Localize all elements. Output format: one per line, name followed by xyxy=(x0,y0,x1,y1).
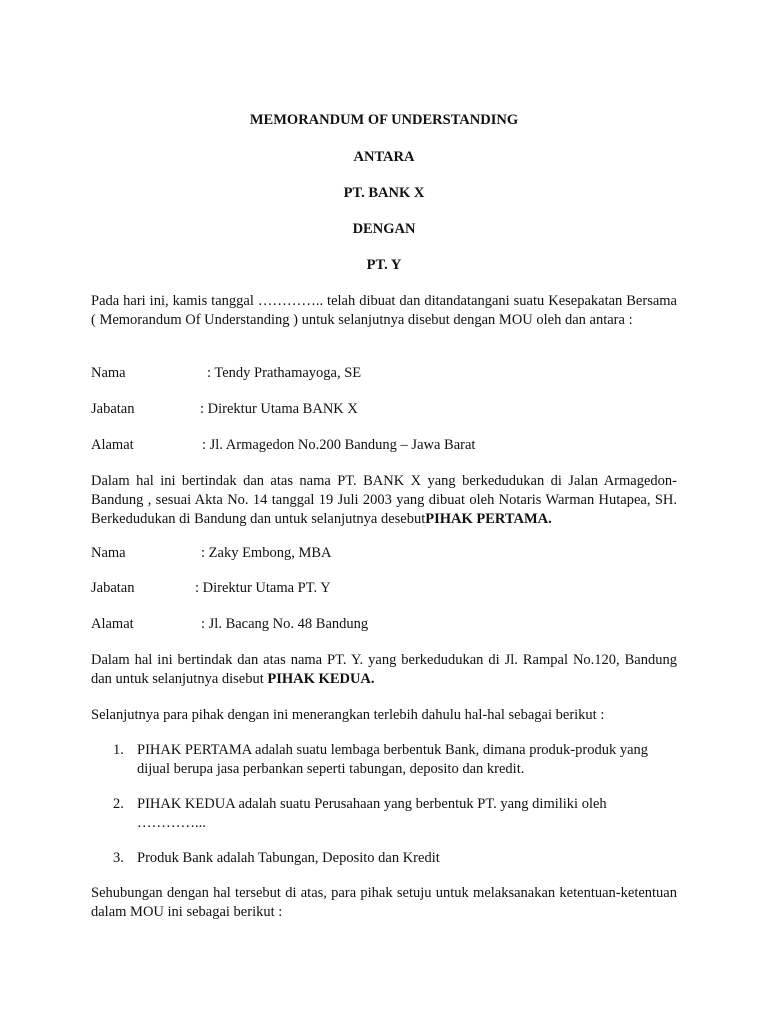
pre-list-paragraph: Selanjutnya para pihak dengan ini menerangkan terlebih dahulu hal-hal sebagai berikut : xyxy=(91,707,605,723)
party1-alamat-row xyxy=(91,436,476,455)
party2-desc-text: Dalam hal ini bertindak dan atas nama PT. Y. yang berkedudukan di Jl. Rampal No.120, Bandung dan untuk selanjutnya disebut xyxy=(91,652,677,687)
party2-desc-bold: PIHAK KEDUA. xyxy=(267,671,375,687)
party2-alamat-label: Alamat xyxy=(91,616,134,632)
title-party-two: PT. Y xyxy=(366,257,402,273)
party2-jabatan-value: : Direktur Utama PT. Y xyxy=(195,580,331,596)
list-text: PIHAK PERTAMA adalah suatu lembaga berbentuk Bank, dimana produk-produk yang dijual berupa jasa perbankan seperti tabungan, deposito dan kredit. xyxy=(137,742,649,777)
document-title: MEMORANDUM OF UNDERSTANDING xyxy=(249,112,519,128)
party2-jabatan-row xyxy=(91,579,331,598)
party2-alamat-value: : Jl. Bacang No. 48 Bandung xyxy=(201,616,369,632)
party2-nama-row xyxy=(91,544,332,563)
party1-desc-bold: PIHAK PERTAMA. xyxy=(425,511,552,527)
party1-description xyxy=(91,472,677,529)
party1-jabatan-label: Jabatan xyxy=(91,401,135,417)
title-party-one: PT. BANK X xyxy=(343,185,425,201)
closing-paragraph: Sehubungan dengan hal tersebut di atas, para pihak setuju untuk melaksanakan ketentuan-ketentuan dalam MOU ini sebagai berikut : xyxy=(91,885,677,920)
title-dengan: DENGAN xyxy=(352,221,416,237)
party1-alamat-label: Alamat xyxy=(91,437,134,453)
party1-jabatan-row xyxy=(91,400,358,419)
party2-jabatan-label: Jabatan xyxy=(91,580,135,596)
title-antara: ANTARA xyxy=(353,149,415,165)
party1-alamat-value: : Jl. Armagedon No.200 Bandung – Jawa Barat xyxy=(202,437,476,453)
party1-nama-value: : Tendy Prathamayoga, SE xyxy=(207,365,362,381)
list-number: 3. xyxy=(113,850,124,866)
party2-nama-label: Nama xyxy=(91,545,126,561)
party2-alamat-row xyxy=(91,615,369,634)
party1-nama-label: Nama xyxy=(91,365,126,381)
list-number: 2. xyxy=(113,796,124,812)
list-text: Produk Bank adalah Tabungan, Deposito dan Kredit xyxy=(137,850,440,866)
party1-desc-text: Dalam hal ini bertindak dan atas nama PT. BANK X yang berkedudukan di Jalan Armagedon-Bandung , sesuai Akta No. 14 tanggal 19 Juli 2003 yang dibuat oleh Notaris Warman Hutapea, SH. Berkedudukan di Bandung dan untuk selanjutnya desebut xyxy=(91,473,677,527)
list-text: PIHAK KEDUA adalah suatu Perusahaan yang berbentuk PT. yang dimiliki oleh …………... xyxy=(137,796,607,831)
intro-paragraph: Pada hari ini, kamis tanggal ………….. telah dibuat dan ditandatangani suatu Kesepakatan Bersama ( Memorandum Of Understanding ) untuk selanjutnya disebut dengan MOU oleh dan antara : xyxy=(91,293,677,328)
party2-description xyxy=(91,651,677,689)
party2-nama-value: : Zaky Embong, MBA xyxy=(201,545,332,561)
party1-nama-row xyxy=(91,364,362,383)
list-number: 1. xyxy=(113,742,124,758)
party1-jabatan-value: : Direktur Utama BANK X xyxy=(200,401,358,417)
